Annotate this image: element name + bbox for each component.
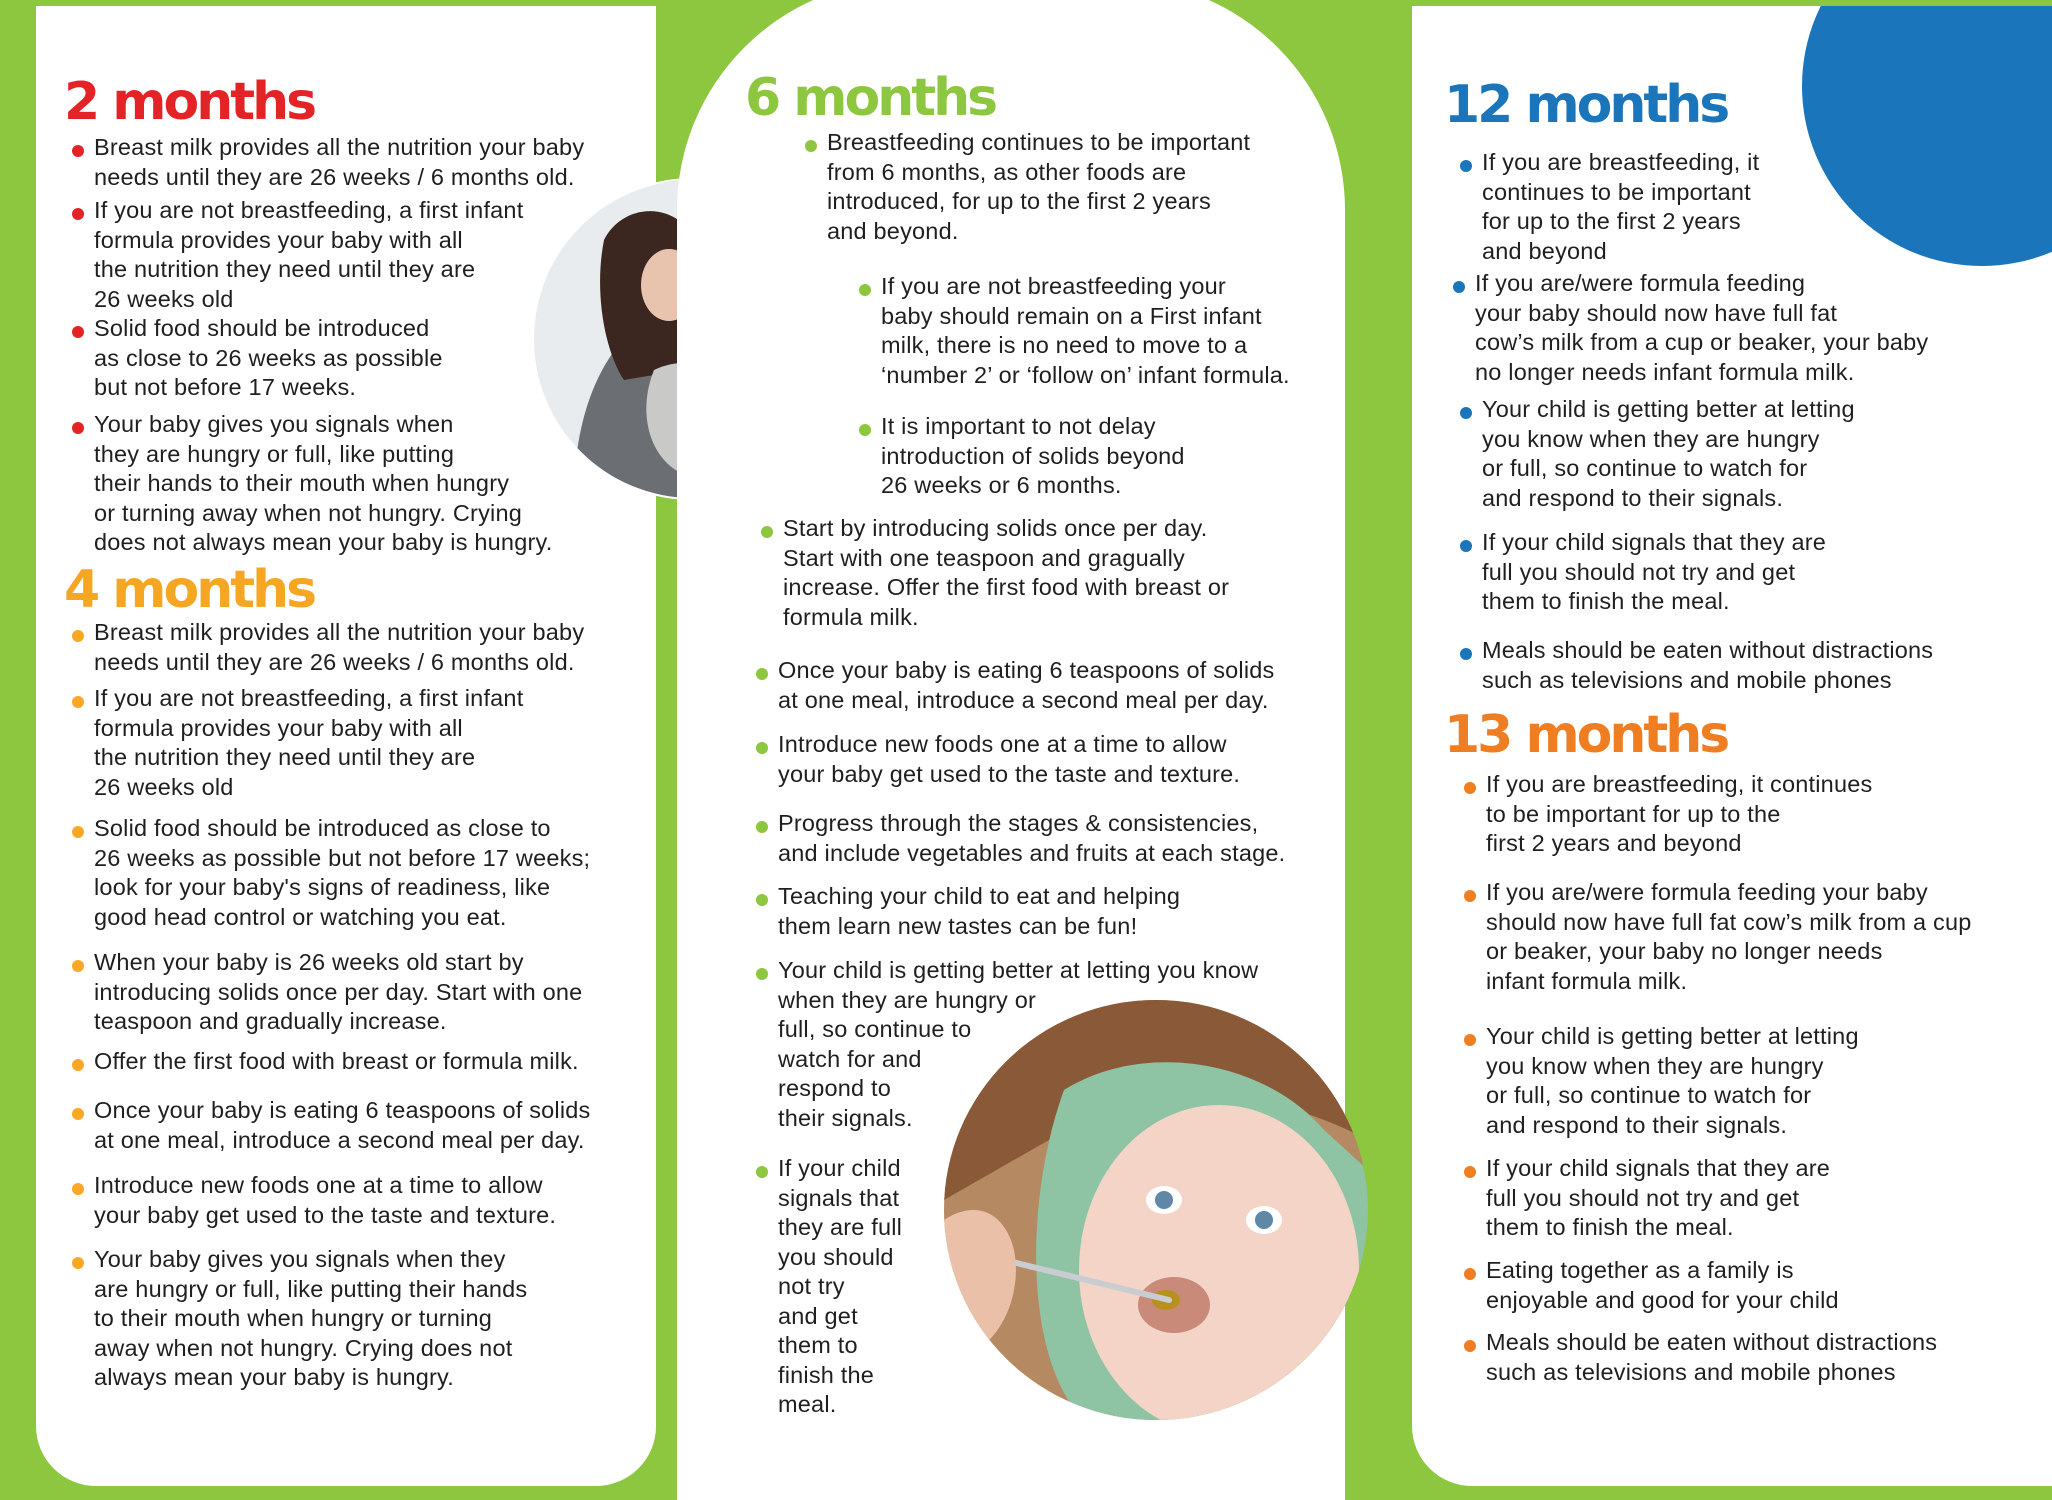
list-item: Your child is getting better at letting you know when they are hungry or full, so continue to watch for and respond to their signals. <box>1482 395 1855 513</box>
bullet-icon <box>72 208 84 220</box>
bullet-icon <box>72 1183 84 1195</box>
bullet-icon <box>756 894 768 906</box>
list-item: Once your baby is eating 6 teaspoons of solids at one meal, introduce a second meal per day. <box>778 656 1274 715</box>
list-item: If you are not breastfeeding, a first infant formula provides your baby with all the nutrition they need until they are 26 weeks old <box>94 196 523 314</box>
bullet-icon <box>756 968 768 980</box>
bullet-icon <box>1464 890 1476 902</box>
list-item: If you are breastfeeding, it continues to be important for up to the first 2 years and beyond <box>1486 770 1872 859</box>
bullet-icon <box>72 326 84 338</box>
list-item: Solid food should be introduced as close to 26 weeks as possible but not before 17 weeks; look for your baby's signs of readiness, like good head control or watching you eat. <box>94 814 590 932</box>
column-12-13-months <box>1412 6 2052 1486</box>
heading-6-months: 6 months <box>745 68 996 128</box>
list-item: Solid food should be introduced as close to 26 weeks as possible but not before 17 weeks. <box>94 314 443 403</box>
bullet-icon <box>1464 1268 1476 1280</box>
bullet-icon <box>1464 1340 1476 1352</box>
bullet-icon <box>72 960 84 972</box>
list-item: When your baby is 26 weeks old start by introducing solids once per day. Start with one teaspoon and gradually increase. <box>94 948 582 1037</box>
bullet-icon <box>72 1108 84 1120</box>
column-2-4-months <box>36 6 656 1486</box>
list-item: If your child signals that they are full you should not try and get them to finish the meal. <box>778 1154 902 1420</box>
bullet-icon <box>756 742 768 754</box>
list-item: If your child signals that they are full you should not try and get them to finish the meal. <box>1486 1154 1830 1243</box>
bullet-icon <box>72 422 84 434</box>
bullet-icon <box>761 526 773 538</box>
photo-baby-eating <box>944 1000 1368 1420</box>
heading-4-months: 4 months <box>64 560 315 620</box>
list-item: Breast milk provides all the nutrition your baby needs until they are 26 weeks / 6 months old. <box>94 618 584 677</box>
list-item: Meals should be eaten without distractions such as televisions and mobile phones <box>1486 1328 1937 1387</box>
list-item: Your child is getting better at letting you know when they are hungry or full, so continue to watch for and respond to their signals. <box>778 956 1258 1133</box>
bullet-icon <box>859 424 871 436</box>
bullet-icon <box>72 145 84 157</box>
list-item: Progress through the stages & consistencies, and include vegetables and fruits at each stage. <box>778 809 1285 868</box>
list-item: Introduce new foods one at a time to allow your baby get used to the taste and texture. <box>94 1171 556 1230</box>
bullet-icon <box>72 1257 84 1269</box>
bullet-icon <box>72 696 84 708</box>
list-item: Introduce new foods one at a time to allow your baby get used to the taste and texture. <box>778 730 1240 789</box>
list-item: Start by introducing solids once per day. Start with one teaspoon and gragually increase. Offer the first food with breast or formula milk. <box>783 514 1229 632</box>
bullet-icon <box>72 826 84 838</box>
list-item: If you are breastfeeding, it continues to be important for up to the first 2 years and beyond <box>1482 148 1759 266</box>
bullet-icon <box>1453 281 1465 293</box>
list-item: If you are/were formula feeding your baby should now have full fat cow’s milk from a cup or beaker, your baby no longer needs infant formula milk. <box>1475 269 1928 387</box>
bullet-icon <box>1460 648 1472 660</box>
list-item: Offer the first food with breast or formula milk. <box>94 1047 579 1077</box>
list-item: If you are/were formula feeding your baby should now have full fat cow’s milk from a cup or beaker, your baby no longer needs infant formula milk. <box>1486 878 1972 996</box>
bullet-icon <box>1464 1166 1476 1178</box>
list-item: If you are not breastfeeding your baby should remain on a First infant milk, there is no need to move to a ‘number 2’ or ‘follow on’ infant formula. <box>881 272 1290 390</box>
bullet-icon <box>1464 782 1476 794</box>
list-item: It is important to not delay introduction of solids beyond 26 weeks or 6 months. <box>881 412 1185 501</box>
bullet-icon <box>72 630 84 642</box>
list-item: If your child signals that they are full you should not try and get them to finish the meal. <box>1482 528 1826 617</box>
list-item: Teaching your child to eat and helping them learn new tastes can be fun! <box>778 882 1180 941</box>
bullet-icon <box>756 668 768 680</box>
list-item: Your child is getting better at letting you know when they are hungry or full, so continue to watch for and respond to their signals. <box>1486 1022 1859 1140</box>
heading-12-months: 12 months <box>1444 75 1728 135</box>
list-item: Eating together as a family is enjoyable and good for your child <box>1486 1256 1839 1315</box>
bullet-icon <box>805 140 817 152</box>
bullet-icon <box>1460 540 1472 552</box>
bullet-icon <box>1460 160 1472 172</box>
list-item: Meals should be eaten without distractions such as televisions and mobile phones <box>1482 636 1933 695</box>
list-item: Your baby gives you signals when they are hungry or full, like putting their hands to their mouth when hungry or turning away when not hungry. Crying does not always mean your baby is hungry. <box>94 1245 527 1393</box>
heading-13-months: 13 months <box>1444 705 1728 765</box>
list-item: Once your baby is eating 6 teaspoons of solids at one meal, introduce a second meal per day. <box>94 1096 590 1155</box>
baby-eating-image <box>944 1000 1368 1420</box>
decorative-blue-circle <box>1802 6 2052 266</box>
bullet-icon <box>756 821 768 833</box>
bullet-icon <box>1464 1034 1476 1046</box>
bullet-icon <box>756 1166 768 1178</box>
list-item: Breast milk provides all the nutrition your baby needs until they are 26 weeks / 6 months old. <box>94 133 584 192</box>
bullet-icon <box>72 1059 84 1071</box>
list-item: Breastfeeding continues to be important from 6 months, as other foods are introduced, for up to the first 2 years and beyond. <box>827 128 1250 246</box>
bullet-icon <box>859 284 871 296</box>
bullet-icon <box>1460 407 1472 419</box>
list-item: If you are not breastfeeding, a first infant formula provides your baby with all the nutrition they need until they are 26 weeks old <box>94 684 523 802</box>
list-item: Your baby gives you signals when they are hungry or full, like putting their hands to their mouth when hungry or turning away when not hungry. Crying does not always mean your baby is hungry. <box>94 410 552 558</box>
heading-2-months: 2 months <box>64 72 315 132</box>
